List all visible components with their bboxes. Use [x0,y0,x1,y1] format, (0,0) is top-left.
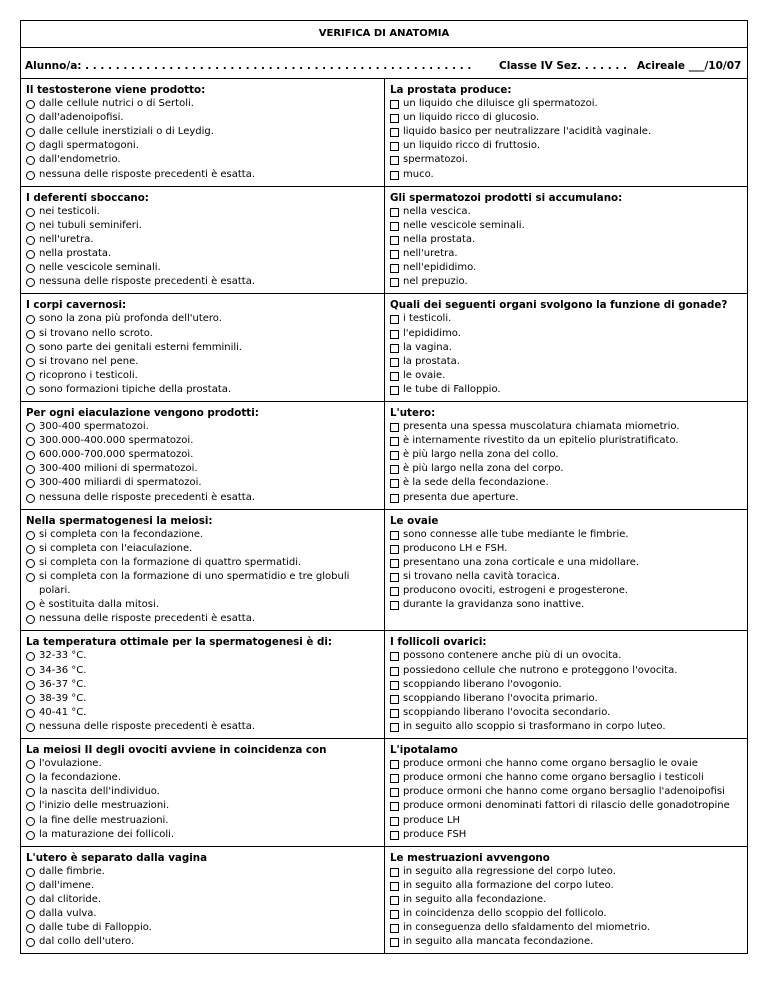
question-text: I corpi cavernosi: [26,299,127,312]
answer-option-label: 600.000-700.000 spermatozoi. [39,449,194,461]
answer-option[interactable] [26,612,380,626]
answer-option-label: in seguito alla mancata fecondazione. [403,936,594,948]
answer-option[interactable] [26,247,380,261]
question-row [21,739,747,847]
question-text: La temperatura ottimale per la spermatogenesi è di: [26,636,333,649]
answer-option-label: possiedono cellule che nutrono e proteggono l'ovocita. [403,664,678,676]
answer-option-label: nessuna delle risposte precedenti è esatta. [39,720,256,732]
answer-option[interactable] [26,448,380,462]
answer-option-label: produce LH [403,814,460,826]
answer-option[interactable] [390,434,743,448]
radio-circle-icon[interactable] [26,168,35,185]
answer-option[interactable] [390,448,743,462]
answer-option[interactable] [390,542,743,556]
answer-option[interactable] [26,692,380,706]
student-name-field[interactable]: Alunno/a: . . . . . . . . . . . . . . . . . . . . . . . . . . . . . . . . . . . . . . . . . . . . . . . . . . . [25,60,472,72]
answer-option-label: la vagina. [403,341,452,353]
answer-option-label: produce FSH [403,828,467,840]
question-cell [384,79,747,186]
question-cell [21,402,384,509]
answer-option-label: nella prostata. [403,233,476,245]
answer-option[interactable] [26,420,380,434]
answer-option-label: nella vescica. [403,205,471,217]
question-text: Il testosterone viene prodotto: [26,84,206,96]
answer-option-label: nessuna delle risposte precedenti è esatta. [39,491,256,503]
answer-option-label: presenta una spessa muscolatura chiamata miometrio. [403,421,680,433]
answer-option-label: 34-36 °C. [39,664,87,676]
answer-option-label: in seguito alla fecondazione. [403,893,547,905]
answer-option-label: in seguito allo scoppio si trasformano in corpo luteo. [403,720,666,732]
answer-option[interactable] [26,233,380,247]
answer-option[interactable] [390,935,743,949]
question-text: Nella spermatogenesi la meiosi: [26,514,213,527]
answer-option[interactable] [390,692,743,706]
answer-option[interactable] [26,97,380,111]
answer-option[interactable] [390,678,743,692]
place-date-field[interactable]: Acireale ___/10/07 [637,60,742,72]
answer-option-label: un liquido ricco di glucosio. [403,112,540,124]
question-text: L'ipotalamo [390,744,458,757]
answer-option[interactable] [390,168,743,182]
answer-option-label: dalle tube di Falloppio. [39,922,152,934]
answer-option-label: si trovano nello scroto. [39,327,153,339]
answer-option-label: sono parte dei genitali esterni femminili. [39,341,243,353]
answer-option[interactable] [26,168,380,182]
answer-option-label: si completa con l'eiaculazione. [39,542,193,554]
answer-option[interactable] [26,491,380,505]
answer-option[interactable] [390,771,743,785]
answer-option[interactable] [26,649,380,663]
answer-option-label: dalle fimbrie. [39,865,105,877]
question-cell [21,294,384,401]
answer-option-label: la fecondazione. [39,772,122,784]
answer-option[interactable] [390,814,743,828]
checkbox-square-icon[interactable] [390,168,399,185]
answer-option-label: la fine delle mestruazioni. [39,814,169,826]
checkbox-square-icon[interactable] [390,491,399,508]
answer-option-label: dal clitoride. [39,893,102,905]
answer-option[interactable] [390,233,743,247]
answer-option-label: ricoprono i testicoli. [39,369,138,381]
radio-circle-icon[interactable] [26,570,35,587]
answer-option-label: presentano una zona corticale e una midollare. [403,556,640,568]
answer-option[interactable] [26,476,380,490]
answer-option-label: la prostata. [403,355,460,367]
question-text: I deferenti sboccano: [26,191,149,204]
answer-option-label: le ovaie. [403,369,446,381]
question-cell [21,510,384,631]
answer-option-label: si completa con la formazione di quattro spermatidi. [39,556,302,568]
answer-option[interactable] [26,205,380,219]
checkbox-square-icon[interactable] [390,935,399,952]
answer-option[interactable] [390,528,743,542]
question-row [21,187,747,295]
answer-option[interactable] [26,528,380,542]
answer-option[interactable] [26,879,380,893]
answer-option[interactable] [26,935,380,949]
answer-option-label: produce ormoni che hanno come organo bersaglio l'adenoipofisi [403,786,725,798]
question-cell [384,187,747,294]
answer-option[interactable] [390,799,743,813]
answer-option[interactable] [26,369,380,383]
question-cell [21,79,384,186]
question-cell [384,631,747,738]
answer-option-label: nell'uretra. [403,248,458,260]
answer-option[interactable] [390,219,743,233]
answer-option[interactable] [390,369,743,383]
answer-option-label: è più largo nella zona del collo. [403,449,559,461]
answer-option-label: spermatozoi. [403,154,468,166]
answer-option[interactable] [390,828,743,842]
answer-option[interactable] [26,341,380,355]
answer-option-label: 32-33 °C. [39,650,87,662]
question-text: Le ovaie [390,514,439,527]
question-cell [384,294,747,401]
question-row [21,847,747,954]
answer-option-label: 36-37 °C. [39,678,87,690]
checkbox-square-icon[interactable] [390,275,399,292]
question-row [21,631,747,739]
answer-option[interactable] [26,556,380,570]
answer-option[interactable] [26,799,380,813]
answer-option[interactable] [390,261,743,275]
question-text: La meiosi II degli ovociti avviene in coincidenza con [26,744,327,757]
answer-option[interactable] [390,706,743,720]
answer-option-label: dall'endometrio. [39,154,121,166]
answer-option-label: nessuna delle risposte precedenti è esatta. [39,613,256,625]
answer-option-label: nell'uretra. [39,233,94,245]
answer-option-label: 300-400 milioni di spermatozoi. [39,463,198,475]
answer-option-label: produce ormoni che hanno come organo bersaglio le ovaie [403,758,698,770]
answer-option[interactable] [390,153,743,167]
answer-option-label: dagli spermatogoni. [39,140,139,152]
answer-option-label: in seguito alla regressione del corpo luteo. [403,865,616,877]
answer-option-label: nei testicoli. [39,205,100,217]
answer-option[interactable] [26,893,380,907]
radio-circle-icon[interactable] [26,491,35,508]
answer-option[interactable] [390,649,743,663]
answer-option-label: durante la gravidanza sono inattive. [403,599,585,611]
answer-option-label: si trovano nella cavità toracica. [403,571,561,582]
question-text: Quali dei seguenti organi svolgono la funzione di gonade? [390,299,728,312]
question-text: Gli spermatozoi prodotti si accumulano: [390,191,623,204]
answer-option-label: è la sede della fecondazione. [403,477,549,489]
answer-option[interactable] [390,584,743,598]
answer-option-label: producono LH e FSH. [403,542,508,554]
checkbox-square-icon[interactable] [390,383,399,400]
answer-option[interactable] [26,865,380,879]
answer-option[interactable] [26,355,380,369]
question-text: Le mestruazioni avvengono [390,851,550,864]
answer-option[interactable] [390,125,743,139]
radio-circle-icon[interactable] [26,383,35,400]
radio-circle-icon[interactable] [26,275,35,292]
answer-option-label: produce ormoni che hanno come organo bersaglio i testicoli [403,772,704,784]
answer-option-label: la maturazione dei follicoli. [39,828,175,840]
answer-option[interactable] [390,893,743,907]
answer-option-label: in conseguenza dello sfaldamento del miometrio. [403,922,651,934]
answer-option[interactable] [390,341,743,355]
answer-option-label: nel prepuzio. [403,276,468,288]
answer-option-label: scoppiando liberano l'ovogonio. [403,678,562,690]
answer-option-label: nelle vescicole seminali. [39,262,161,274]
answer-option[interactable] [26,814,380,828]
answer-option[interactable] [26,828,380,842]
question-cell [384,402,747,509]
answer-option[interactable] [26,921,380,935]
question-row [21,510,747,632]
answer-option-label: è più largo nella zona del corpo. [403,463,564,475]
answer-option-label: si completa con la fecondazione. [39,528,204,540]
answer-option-label: scoppiando liberano l'ovocita primario. [403,692,598,704]
answer-option[interactable] [390,205,743,219]
answer-option[interactable] [390,111,743,125]
answer-option-label: dall'adenoipofisi. [39,112,124,124]
question-text: Per ogni eiaculazione vengono prodotti: [26,406,259,419]
answer-option[interactable] [26,462,380,476]
answer-option[interactable] [26,327,380,341]
question-cell [384,739,747,846]
answer-option-label: 300-400 miliardi di spermatozoi. [39,477,202,489]
answer-option[interactable] [390,556,743,570]
answer-option-label: nessuna delle risposte precedenti è esatta. [39,168,256,180]
answer-option[interactable] [26,771,380,785]
answer-option-label: dal collo dell'utero. [39,936,135,948]
answer-option[interactable] [26,542,380,556]
question-cell [384,847,747,954]
answer-option[interactable] [26,598,380,612]
answer-option[interactable] [390,355,743,369]
question-cell [21,187,384,294]
answer-option-label: scoppiando liberano l'ovocita secondario. [403,706,611,718]
answer-option[interactable] [390,785,743,799]
answer-option-label: un liquido ricco di fruttosio. [403,140,541,152]
answer-option[interactable] [26,907,380,921]
answer-option-label: sono formazioni tipiche della prostata. [39,383,232,395]
answer-option[interactable] [390,570,743,584]
answer-option[interactable] [26,383,380,397]
class-field[interactable]: Classe IV Sez. . . . . . . [499,60,628,72]
answer-option-label: l'inizio delle mestruazioni. [39,800,170,812]
answer-option-label: nell'epididimo. [403,262,477,274]
answer-option-label: l'epididimo. [403,327,461,339]
answer-option-label: un liquido che diluisce gli spermatozoi. [403,98,598,110]
student-info-bar [21,48,747,79]
answer-option-label: nessuna delle risposte precedenti è esatta. [39,276,256,288]
checkbox-square-icon[interactable] [390,720,399,737]
answer-option-label: i testicoli. [403,313,452,325]
answer-option[interactable] [26,678,380,692]
radio-circle-icon[interactable] [26,720,35,737]
answer-option-label: in seguito alla formazione del corpo luteo. [403,879,614,891]
question-row [21,79,747,187]
answer-option[interactable] [390,598,743,612]
answer-option[interactable] [390,462,743,476]
answer-option[interactable] [390,865,743,879]
answer-option-label: 38-39 °C. [39,692,87,704]
question-cell [21,847,384,954]
answer-option[interactable] [26,312,380,326]
answer-option[interactable] [390,327,743,341]
answer-option-label: muco. [403,168,434,180]
answer-option[interactable] [390,757,743,771]
answer-option[interactable] [26,757,380,771]
answer-option[interactable] [26,706,380,720]
question-cell [21,631,384,738]
answer-option[interactable] [26,111,380,125]
answer-option[interactable] [26,570,380,598]
answer-option[interactable] [26,125,380,139]
question-grid [21,79,747,953]
answer-option[interactable] [26,664,380,678]
answer-option-label: producono ovociti, estrogeni e progesterone. [403,585,629,597]
answer-option[interactable] [390,907,743,921]
answer-option-label: nelle vescicole seminali. [403,219,525,231]
question-row [21,402,747,510]
answer-option-label: liquido basico per neutralizzare l'acidità vaginale. [403,126,652,138]
answer-option-label: 300.000-400.000 spermatozoi. [39,435,194,447]
checkbox-square-icon[interactable] [390,598,399,615]
answer-option[interactable] [26,153,380,167]
answer-option-label: l'ovulazione. [39,758,102,770]
answer-option[interactable] [390,139,743,153]
radio-circle-icon[interactable] [26,828,35,845]
answer-option[interactable] [26,219,380,233]
answer-option-label: la nascita dell'individuo. [39,786,160,798]
question-text: L'utero è separato dalla vagina [26,851,208,864]
answer-option-label: 300-400 spermatozoi. [39,421,149,433]
question-text: L'utero: [390,406,436,419]
checkbox-square-icon[interactable] [390,828,399,845]
answer-option[interactable] [390,247,743,261]
answer-option[interactable] [26,261,380,275]
answer-option[interactable] [390,383,743,397]
answer-option-label: in coincidenza dello scoppio del follicolo. [403,908,607,920]
answer-option-label: le tube di Falloppio. [403,383,501,395]
answer-option-label: sono la zona più profonda dell'utero. [39,313,222,325]
answer-option-label: dalla vulva. [39,908,97,920]
answer-option[interactable] [390,720,743,734]
answer-option[interactable] [26,275,380,289]
answer-option-label: nella prostata. [39,248,112,260]
radio-circle-icon[interactable] [26,612,35,629]
answer-option-label: è internamente rivestito da un epitelio pluristratificato. [403,435,679,447]
answer-option[interactable] [390,664,743,678]
answer-option-label: 40-41 °C. [39,706,87,718]
answer-option-label: presenta due aperture. [403,491,519,503]
answer-option[interactable] [26,785,380,799]
answer-option[interactable] [390,879,743,893]
answer-option-label: è sostituita dalla mitosi. [39,599,159,611]
answer-option-label: dalle cellule nutrici o di Sertoli. [39,98,194,110]
answer-option[interactable] [26,720,380,734]
answer-option-label: dall'imene. [39,879,95,891]
answer-option[interactable] [390,312,743,326]
question-text: I follicoli ovarici: [390,636,487,649]
answer-option[interactable] [26,139,380,153]
page-title: VERIFICA DI ANATOMIA [21,21,747,48]
answer-option[interactable] [390,921,743,935]
radio-circle-icon[interactable] [26,935,35,952]
answer-option-label: possono contenere anche più di un ovocita. [403,650,622,662]
answer-option[interactable] [390,420,743,434]
answer-option-label: si completa con la formazione di uno spermatidio e tre globuli polari. [39,571,350,597]
quiz-sheet [20,20,748,954]
answer-option[interactable] [390,97,743,111]
answer-option-label: sono connesse alle tube mediante le fimbrie. [403,528,629,540]
answer-option[interactable] [390,476,743,490]
answer-option-label: produce ormoni denominati fattori di rilascio delle gonadotropine [403,800,730,812]
answer-option[interactable] [390,275,743,289]
answer-option[interactable] [26,434,380,448]
question-cell [384,510,747,631]
answer-option[interactable] [390,491,743,505]
question-text: La prostata produce: [390,84,512,96]
answer-option-label: nei tubuli seminiferi. [39,219,142,231]
question-cell [21,739,384,846]
answer-option-label: si trovano nel pene. [39,355,139,367]
question-row [21,294,747,402]
answer-option-label: dalle cellule inerstiziali o di Leydig. [39,126,214,138]
